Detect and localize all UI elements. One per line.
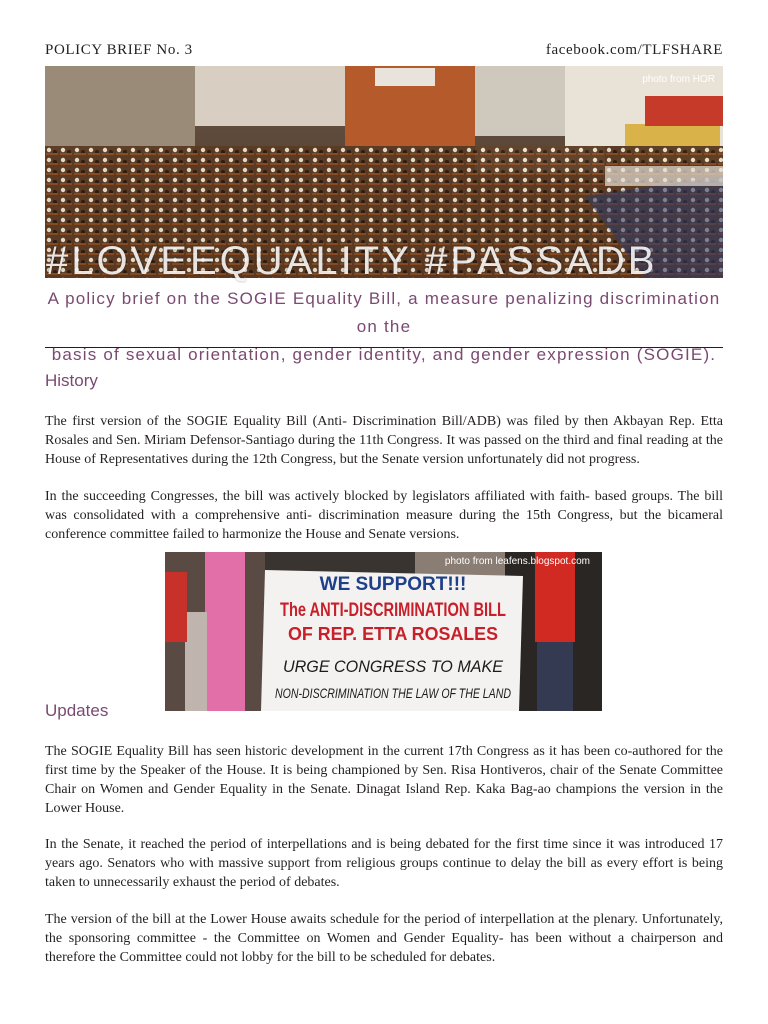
subtitle-line: basis of sexual orientation, gender identity, and gender expression (SOGIE). xyxy=(51,345,717,364)
hero-photo-credit: photo from HOR xyxy=(642,74,715,85)
subtitle xyxy=(45,285,723,369)
policy-brief-label: POLICY BRIEF No. 3 xyxy=(45,42,193,58)
protest-photo-credit: photo from leafens.blogspot.com xyxy=(444,556,590,567)
banner-line-2: The ANTI-DISCRIMINATION BILL xyxy=(280,600,507,621)
hashtag-title: #LOVEEQUALITY #PASSADB xyxy=(46,239,658,283)
banner-line-4: URGE CONGRESS TO MAKE xyxy=(283,657,504,676)
updates-paragraph-2: In the Senate, it reached the period of interpellations and is being debated for the first time since it was introduced 17 years ago. Senators who with massive support from religious groups continue to delay the bill as every effort is being taken to unnecessarily exhaust the period of debates. xyxy=(45,837,723,890)
banner-line-5: NON-DISCRIMINATION THE LAW OF THE LAND xyxy=(275,685,511,701)
updates-paragraph-3: The version of the bill at the Lower House awaits schedule for the period of interpellation at the plenary. Unfortunately, the sponsoring committee - the Committee on Women and Gender Equality- has been without a chairperson and therefore the Committee could not lobby for the bill to be scheduled for debates. xyxy=(45,912,723,965)
divider xyxy=(45,347,723,348)
protest-photo xyxy=(165,552,602,711)
banner-line-1: WE SUPPORT!!! xyxy=(319,574,467,595)
updates-heading: Updates xyxy=(45,701,109,720)
history-heading: History xyxy=(45,371,98,390)
facebook-link[interactable]: facebook.com/TLFSHARE xyxy=(545,42,723,58)
updates-paragraph-1: The SOGIE Equality Bill has seen historic development in the current 17th Congress as it has been co-authored for the first time by the Speaker of the House. It is being championed by Sen. Risa Hontiveros, chair of the Senate Committee Chair on Women and Gender Equality in the Senate. Dinagat Island Rep. Kaka Bag-ao champions the version in the Lower House. xyxy=(45,744,723,816)
banner-line-3: OF REP. ETTA ROSALES xyxy=(288,624,498,644)
history-paragraph-2: In the succeeding Congresses, the bill was actively blocked by legislators affiliated with faith- based groups. The bill was consolidated with a comprehensive anti- discrimination measure during the 15th Congress, but the bicameral conference committee failed to harmonize the House and Senate versions. xyxy=(45,489,723,542)
subtitle-line: A policy brief on the SOGIE Equality Bill, a measure penalizing discrimination on the xyxy=(47,289,721,336)
protest-banner-image xyxy=(165,552,602,711)
history-paragraph-1: The first version of the SOGIE Equality Bill (Anti- Discrimination Bill/ADB) was filed by then Akbayan Rep. Etta Rosales and Sen. Miriam Defensor-Santiago during the 11th Congress. It was passed on the third and final reading at the House of Representatives during the 12th Congress, but the Senate version unfortunately did not progress. xyxy=(45,414,723,467)
